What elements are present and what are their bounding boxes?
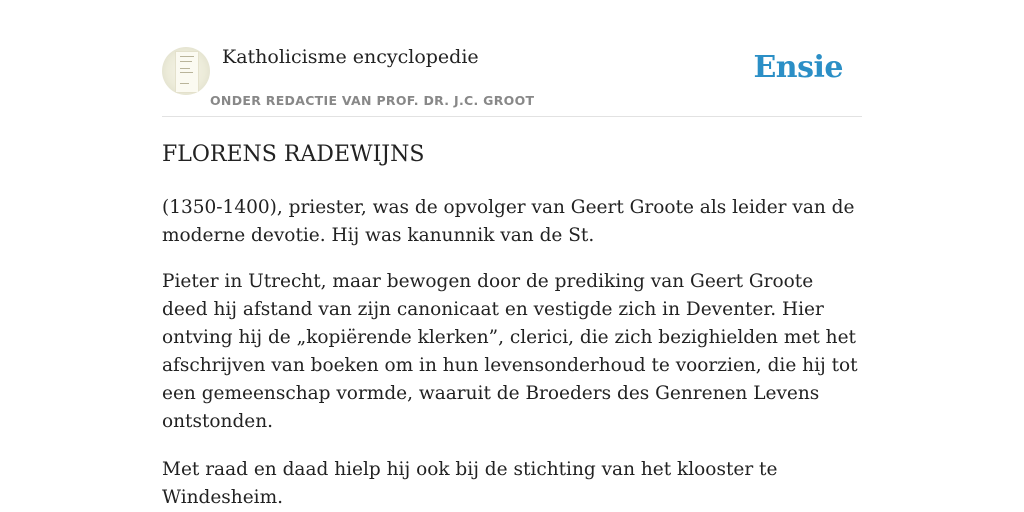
cover-text-line — [180, 61, 192, 62]
site-title[interactable]: Katholicisme encyclopedie — [222, 46, 479, 68]
article-paragraph: Pieter in Utrecht, maar bewogen door de prediking van Geert Groote deed hij afstand van zijn canonicaat en vestigde zich in Deventer. Hier ontving hij de „kopiërende klerken”, clerici, die zich bezighielden met het afschrijven van boeken om in hun levensonderhoud te voorzien, die hij tot een gemeenschap vormde, waaruit de Broeders des Genrenen Levens ontstonden. — [162, 271, 858, 432]
cover-text-line — [180, 83, 189, 84]
article-paragraph: (1350-1400), priester, was de opvolger van Geert Groote als leider van de moderne devotie. Hij was kanunnik van de St. — [162, 197, 855, 246]
article-title: FLORENS RADEWIJNS — [162, 142, 425, 167]
cover-text-line — [180, 56, 194, 57]
cover-text-line — [180, 72, 193, 73]
site-subtitle: ONDER REDACTIE VAN PROF. DR. J.C. GROOT — [210, 93, 535, 108]
cover-text-line — [180, 68, 190, 69]
article-paragraph: Met raad en daad hielp hij ook bij de stichting van het klooster te Windesheim. — [162, 459, 778, 508]
book-cover-image[interactable] — [162, 47, 210, 95]
article — [162, 138, 862, 512]
cover-page — [175, 51, 199, 93]
brand-logo[interactable]: Ensie — [753, 50, 843, 85]
site-header — [162, 40, 862, 117]
